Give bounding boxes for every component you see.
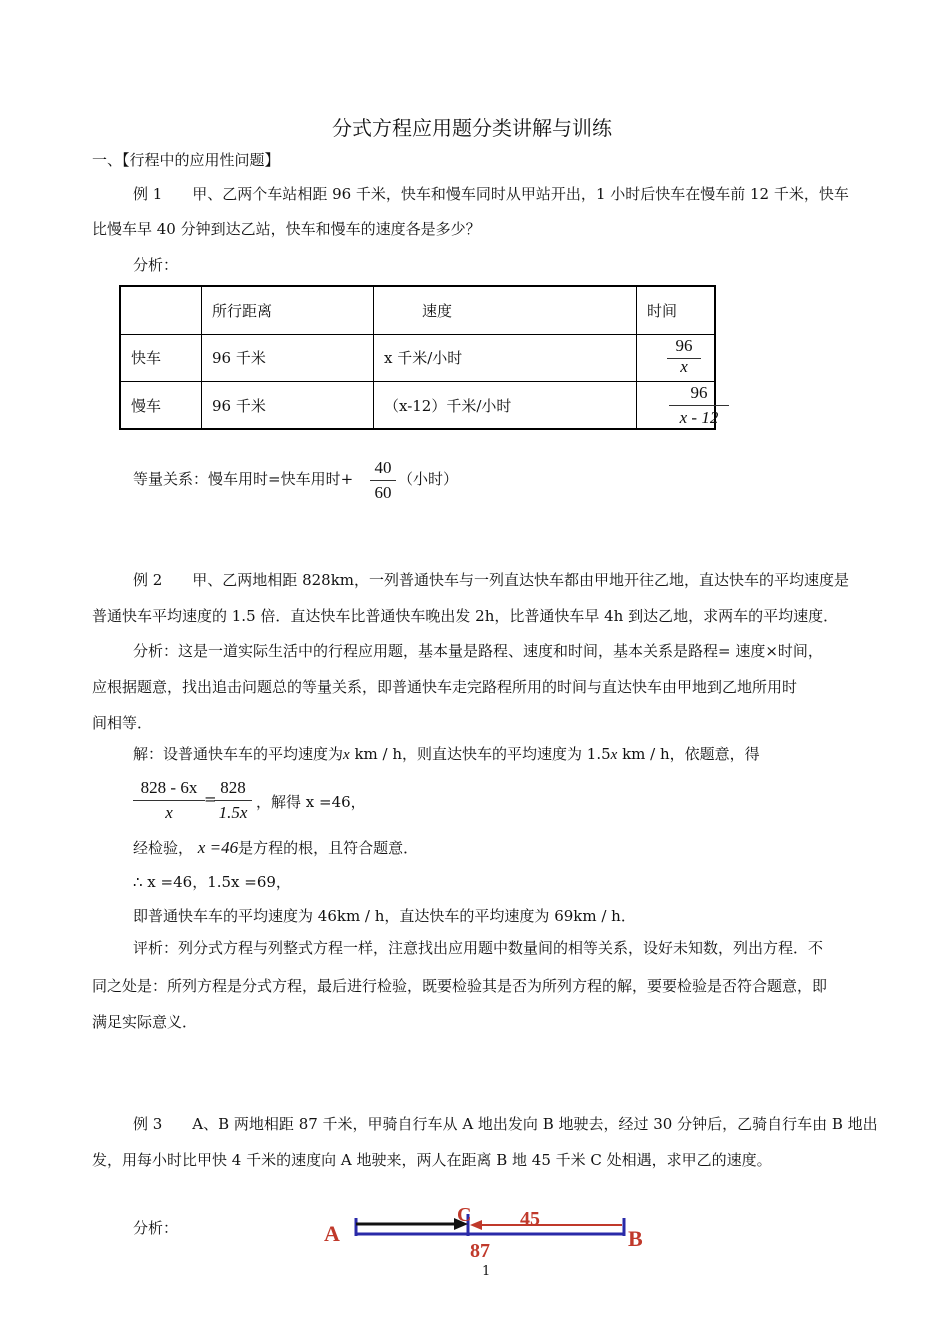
solution-text: 解：设普通快车车的平均速度为: [133, 745, 344, 763]
distance-87-label: 87: [470, 1240, 490, 1262]
example1-analysis-label: 分析：: [133, 256, 179, 274]
equation-right-fraction: [214, 778, 252, 823]
table-cell: x 千米/小时: [374, 334, 637, 381]
solution-text: km / h，则直达快车的平均速度为 1.5: [349, 745, 611, 763]
table-header-cell: 所行距离: [202, 286, 374, 334]
table-cell: （x-12）千米/小时: [374, 382, 637, 429]
table-row: [120, 382, 715, 429]
relation-unit: （小时）: [398, 470, 459, 488]
table-row: [120, 334, 715, 381]
therefore-line: ∴ x =46，1.5x =69，: [133, 873, 291, 891]
page-title: 分式方程应用题分类讲解与训练: [332, 116, 612, 140]
solution-text: km / h，依题意，得: [617, 745, 760, 763]
answer-line: 即普通快车车的平均速度为 46km / h，直达快车的平均速度为 69km / h．: [133, 907, 636, 925]
point-c-label: C: [457, 1204, 472, 1226]
fraction-bar: [214, 800, 252, 801]
check-text: 是方程的根，且符合题意．: [238, 839, 419, 857]
table-header-cell: [120, 286, 202, 334]
comment-1: 评析：列分式方程与列整式方程一样，注意找出应用题中数量间的相等关系，设好未知数，列出方程．不: [133, 939, 824, 957]
table-cell: 96 千米: [202, 334, 374, 381]
example1-line1: 例 1 甲、乙两个车站相距 96 千米，快车和慢车同时从甲站开出，1 小时后快车在慢车前 12 千米，快车: [133, 185, 849, 203]
example1-table: [119, 285, 719, 430]
example3-line1: 例 3 A、B 两地相距 87 千米，甲骑自行车从 A 地出发向 B 地驶去，经过 30 分钟后，乙骑自行车由 B 地出: [133, 1115, 878, 1133]
time-fraction: [667, 336, 701, 373]
fraction-bar: [133, 800, 205, 801]
fraction-bar: [667, 358, 701, 359]
example2-analysis-3: 间相等．: [92, 714, 153, 732]
equation-left-fraction: [133, 778, 205, 823]
solution-line: [133, 744, 760, 765]
table-cell: [637, 382, 719, 429]
distance-diagram: [320, 1200, 660, 1262]
yi-arrowhead: [470, 1220, 482, 1230]
table-cell: 快车: [120, 334, 202, 381]
check-line: [133, 838, 418, 858]
fraction-numerator: 828 - 6x: [140, 778, 198, 797]
variable-x: x: [610, 747, 618, 763]
example3-analysis-label: 分析：: [133, 1219, 179, 1237]
point-b-label: B: [628, 1226, 643, 1251]
fraction-denominator: x: [680, 360, 688, 373]
equation-equals: =: [204, 790, 217, 808]
example2-analysis-1: 分析：这是一道实际生活中的行程应用题，基本量是路程、速度和时间，基本关系是路程= 速度×时间，: [133, 642, 823, 660]
fraction-bar: [669, 405, 729, 406]
fraction-numerator: 828: [220, 778, 246, 797]
table-header-row: [120, 286, 715, 334]
fraction-numerator: 96: [690, 383, 708, 403]
table-header-cell: 速度: [374, 286, 637, 334]
comment-2: 同之处是：所列方程是分式方程，最后进行检验，既要检验其是否为所列方程的解，要要检验是否符合题意，即: [92, 977, 828, 995]
table-cell: 慢车: [120, 382, 202, 429]
point-a-label: A: [324, 1221, 340, 1246]
relation-fraction: [370, 458, 396, 503]
fraction-denominator: x: [165, 803, 173, 822]
table-cell: 96 千米: [202, 382, 374, 429]
fraction-denominator: x - 12: [679, 408, 719, 428]
example2-analysis-2: 应根据题意，找出追击问题总的等量关系，即普通快车走完路程所用的时间与直达快车由甲地到乙地所用时: [92, 678, 798, 696]
example2-line2: 普通快车平均速度的 1.5 倍．直达快车比普通快车晚出发 2h，比普通快车早 4h 到达乙地，求两车的平均速度．: [92, 607, 839, 625]
page-number: 1: [482, 1264, 491, 1279]
time-fraction: [669, 383, 729, 428]
comment-3: 满足实际意义．: [92, 1013, 198, 1031]
fraction-denominator: 1.5x: [218, 803, 248, 822]
table-cell: [637, 334, 716, 381]
table-header-cell: 时间: [637, 286, 716, 334]
equality-relation: 等量关系：慢车用时=快车用时+: [133, 470, 354, 488]
fraction-bar: [370, 480, 396, 481]
fraction-numerator: 96: [675, 335, 693, 355]
equation-result: ，解得 x =46，: [256, 793, 366, 811]
section-heading: 一、【行程中的应用性问题】: [92, 151, 280, 169]
example1-line2: 比慢车早 40 分钟到达乙站，快车和慢车的速度各是多少？: [92, 220, 481, 238]
variable-x: x: [343, 747, 350, 763]
fraction-denominator: 60: [374, 483, 392, 502]
distance-45-label: 45: [520, 1208, 540, 1230]
check-text: 经检验，: [133, 839, 194, 857]
example2-line1: 例 2 甲、乙两地相距 828km，一列普通快车与一列直达快车都由甲地开往乙地，直达快车的平均速度是: [133, 571, 850, 589]
example3-line2: 发，用每小时比甲快 4 千米的速度向 A 地驶来，两人在距离 B 地 45 千米 C 处相遇，求甲乙的速度。: [92, 1151, 772, 1169]
check-value: x =46: [197, 838, 239, 857]
fraction-numerator: 40: [374, 458, 392, 477]
